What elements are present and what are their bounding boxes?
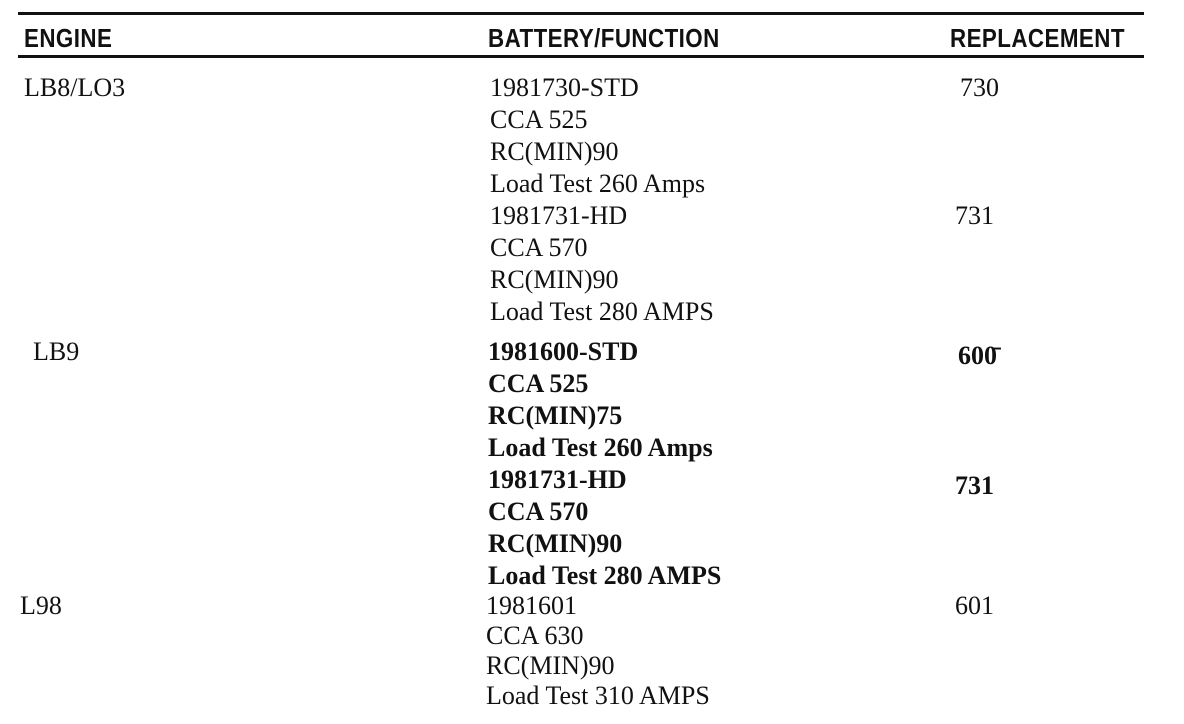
replacement-cell: 731 [955, 471, 994, 500]
battery-function-column-header: BATTERY/FUNCTION [488, 23, 720, 53]
battery-line: 1981600-STD [488, 337, 639, 366]
battery-line: CCA 525 [490, 105, 588, 134]
replacement-cell: 601 [955, 591, 994, 620]
battery-line: CCA 570 [488, 497, 589, 526]
replacement-column-header: REPLACEMENT [950, 23, 1125, 53]
engine-cell: LB8/LO3 [24, 73, 126, 102]
battery-line: CCA 630 [486, 621, 584, 650]
header-rule [18, 55, 1144, 58]
replacement-cell: 730 [960, 73, 999, 102]
battery-line: CCA 570 [490, 233, 588, 262]
battery-line: 1981601 [486, 591, 577, 620]
engine-cell: LB9 [33, 337, 80, 366]
battery-line: 1981731-HD [490, 201, 628, 230]
battery-line: RC(MIN)90 [490, 137, 619, 166]
battery-line: Load Test 260 Amps [490, 169, 706, 198]
battery-line: 1981730-STD [490, 73, 639, 102]
battery-line: RC(MIN)75 [488, 401, 623, 430]
battery-line: Load Test 280 AMPS [490, 297, 714, 326]
engine-cell: L98 [20, 591, 62, 620]
battery-line: Load Test 260 Amps [488, 433, 713, 462]
battery-line: RC(MIN)90 [488, 529, 623, 558]
battery-line: Load Test 280 AMPS [488, 561, 722, 590]
battery-line: 1981731-HD [488, 465, 627, 494]
replacement-cell: 600̄ [958, 341, 997, 370]
battery-line: RC(MIN)90 [486, 651, 615, 680]
top-rule [18, 12, 1144, 15]
battery-line: Load Test 310 AMPS [486, 681, 710, 710]
battery-line: CCA 525 [488, 369, 589, 398]
engine-column-header: ENGINE [24, 23, 113, 53]
replacement-cell: 731 [955, 201, 994, 230]
battery-line: RC(MIN)90 [490, 265, 619, 294]
